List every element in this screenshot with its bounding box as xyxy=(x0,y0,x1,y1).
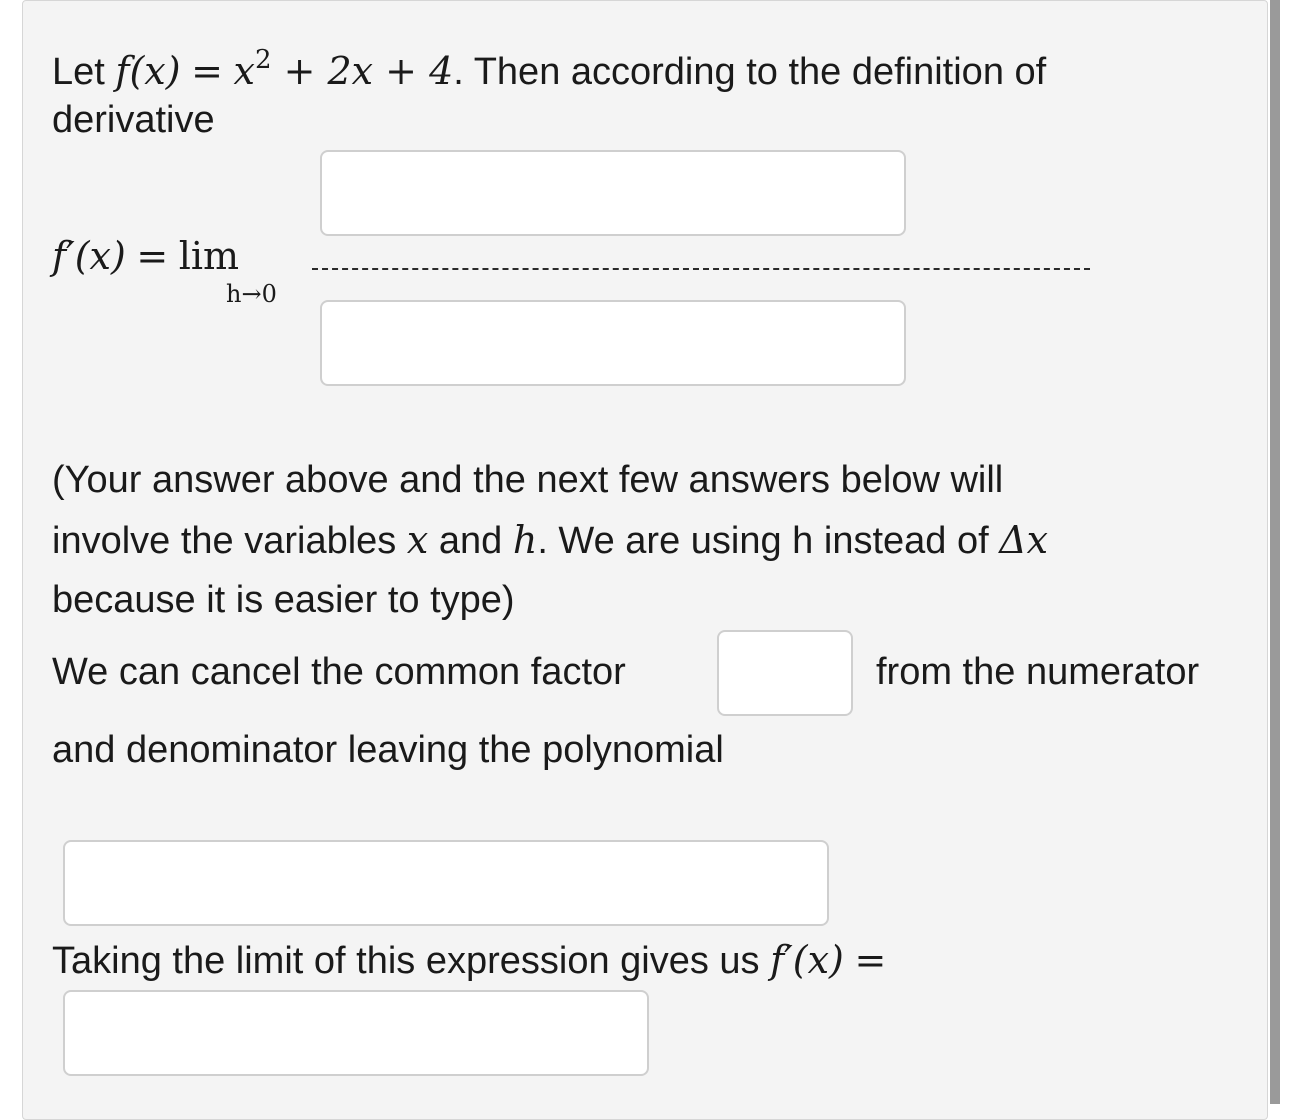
denominator-input[interactable] xyxy=(320,300,906,386)
function-rhs-exponent: 2 xyxy=(254,45,272,75)
note-line2 xyxy=(52,510,1048,571)
numerator-input[interactable] xyxy=(320,150,906,236)
variable-x: x xyxy=(406,518,429,562)
problem-statement-line2: derivative xyxy=(52,99,215,141)
note-line2-mid: . We are using h instead of xyxy=(537,520,1000,562)
cancel-prefix: We can cancel the common factor xyxy=(52,651,626,693)
delta-x: Δx xyxy=(999,518,1049,562)
function-rhs-base: x xyxy=(233,49,255,93)
derivative-lhs: f′(x) xyxy=(52,234,126,278)
intro-suffix: . Then according to the definition of xyxy=(453,51,1047,93)
function-lhs: f(x) xyxy=(115,49,181,93)
final-equals: = xyxy=(854,938,887,982)
cancel-line2: and denominator leaving the polynomial xyxy=(52,729,724,771)
note-line2-prefix: involve the variables xyxy=(52,520,407,562)
equals-sign: = xyxy=(191,49,223,93)
fraction-bar xyxy=(312,268,1090,270)
note-line3: because it is easier to type) xyxy=(52,579,515,621)
final-prefix: Taking the limit of this expression gives us xyxy=(52,940,771,982)
function-rhs-rest: + 2x + 4 xyxy=(271,49,454,93)
final-statement xyxy=(52,930,886,991)
cancel-suffix: from the numerator xyxy=(876,651,1200,693)
note-line2-and: and xyxy=(428,520,513,562)
note-line1: (Your answer above and the next few answers below will xyxy=(52,459,1004,501)
limit-operator: lim xyxy=(178,234,240,278)
limit-equals: = xyxy=(136,234,169,278)
intro-prefix: Let xyxy=(52,51,116,93)
common-factor-input[interactable] xyxy=(717,630,853,716)
scrollbar[interactable] xyxy=(1270,0,1280,1104)
limit-expression xyxy=(52,226,239,287)
limit-subscript: h→0 xyxy=(226,280,277,308)
final-lhs: f′(x) xyxy=(770,938,844,982)
final-answer-input[interactable] xyxy=(63,990,649,1076)
variable-h: h xyxy=(512,518,538,562)
polynomial-input[interactable] xyxy=(63,840,829,926)
